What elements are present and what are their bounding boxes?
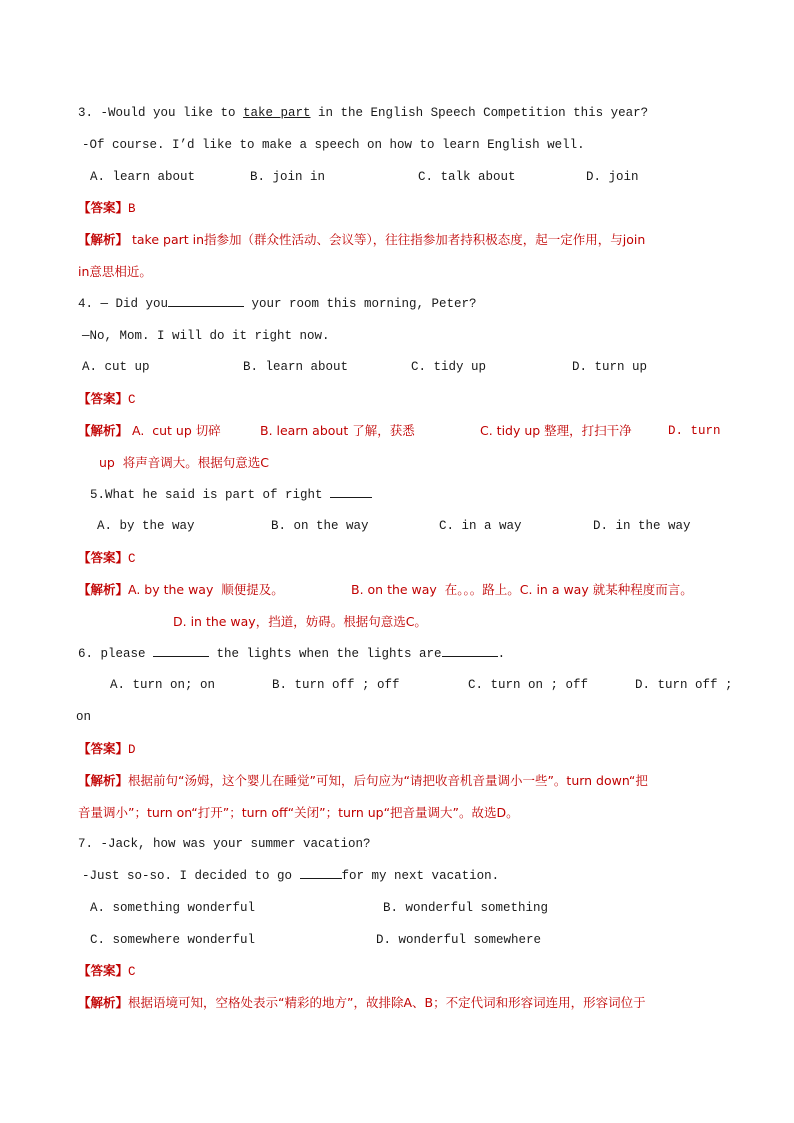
- q3-analysis-text: take part in指参加（群众性活动、会议等），往往指参加者持积极态度，起一定作用，与join: [128, 232, 646, 247]
- q5-analysis-a: A. by the way 顺便提及。: [128, 582, 284, 597]
- q5-option-a: A. by the way: [97, 519, 195, 533]
- q5-analysis-b: B. on the way 在。。。路上。C. in a way 就某种程度而言。: [351, 582, 693, 597]
- q3-stem: [78, 103, 648, 123]
- q4-reply: —No, Mom. I will do it right now.: [82, 329, 330, 343]
- q6-option-d: D. turn off ;: [635, 678, 733, 692]
- q3-reply: -Of course. I’d like to make a speech on how to learn English well.: [82, 138, 585, 152]
- q4-option-c: C. tidy up: [411, 360, 487, 374]
- q5-answer: [78, 548, 136, 569]
- q6-analysis-text: 根据前句“汤姆，这个婴儿在睡觉”可知，后句应为“请把收音机音量调小一些”。turn down“把: [128, 773, 648, 788]
- q6-stem-text: 6. please: [78, 647, 154, 661]
- q4-analysis-c: C. tidy up 整理，打扫干净: [480, 423, 632, 438]
- q4-stem-text-end: your room this morning, Peter?: [244, 297, 477, 311]
- analysis-label: 【解析】: [78, 773, 129, 788]
- q5-blank: [330, 485, 372, 498]
- q3-stem-text: 3. -Would you like to: [78, 106, 244, 120]
- q6-option-a: A. turn on; on: [110, 678, 216, 692]
- q4-stem: [78, 294, 477, 314]
- q7-reply-text-end: for my next vacation.: [341, 869, 500, 883]
- q6-stem-text-mid: the lights when the lights are: [209, 647, 442, 661]
- q4-analysis-a: A. cut up 切碎: [132, 423, 221, 438]
- q4-option-a: A. cut up: [82, 360, 150, 374]
- q6-blank-1: [153, 644, 209, 657]
- answer-label: 【答案】: [78, 550, 129, 565]
- q5-option-d: D. in the way: [593, 519, 691, 533]
- q3-option-d: D. join: [586, 170, 639, 184]
- answer-label: 【答案】: [78, 963, 129, 978]
- q3-option-a: A. learn about: [90, 170, 196, 184]
- q6-option-b: B. turn off ; off: [272, 678, 400, 692]
- q4-answer: [78, 389, 136, 410]
- q5-option-b: B. on the way: [271, 519, 369, 533]
- q6-stem-text-end: .: [497, 647, 506, 661]
- q4-option-d: D. turn up: [572, 360, 648, 374]
- q6-option-d-wrap: on: [76, 710, 92, 724]
- q3-analysis: [78, 230, 645, 251]
- answer-label: 【答案】: [78, 741, 129, 756]
- q4-option-b: B. learn about: [243, 360, 349, 374]
- q5-answer-value: C: [128, 552, 136, 566]
- q3-option-c: C. talk about: [418, 170, 516, 184]
- answer-label: 【答案】: [78, 391, 129, 406]
- q3-option-b: B. join in: [250, 170, 326, 184]
- q3-underlined-phrase: take part: [243, 106, 311, 120]
- q6-blank-2: [442, 644, 498, 657]
- analysis-label: 【解析】: [78, 582, 129, 597]
- q4-analysis: [78, 421, 128, 442]
- q6-option-c: C. turn on ; off: [468, 678, 589, 692]
- q5-stem: [90, 485, 372, 505]
- q7-analysis-text: 根据语境可知，空格处表示“精彩的地方”，故排除A、B；不定代词和形容词连用，形容词位于: [128, 995, 646, 1010]
- q7-blank: [300, 866, 342, 879]
- q6-analysis-cont: 音量调小”；turn on“打开”；turn off“关闭”；turn up“把音量调大”。故选D。: [78, 805, 519, 820]
- q3-stem-text-end: in the English Speech Competition this year?: [310, 106, 649, 120]
- q4-blank: [168, 294, 244, 307]
- q7-option-a: A. something wonderful: [90, 901, 256, 915]
- q6-stem: [78, 644, 505, 664]
- q7-analysis: [78, 993, 646, 1014]
- q5-stem-text: 5.What he said is part of right: [90, 488, 331, 502]
- q7-stem: 7. -Jack, how was your summer vacation?: [78, 837, 371, 851]
- analysis-label: 【解析】: [78, 423, 129, 438]
- analysis-label: 【解析】: [78, 995, 129, 1010]
- q5-option-c: C. in a way: [439, 519, 522, 533]
- q4-answer-value: C: [128, 393, 136, 407]
- q7-option-d: D. wonderful somewhere: [376, 933, 542, 947]
- q6-analysis: [78, 771, 648, 792]
- q7-answer: [78, 961, 136, 982]
- q3-answer: [78, 198, 136, 219]
- q7-answer-value: C: [128, 965, 136, 979]
- q7-reply-text: -Just so-so. I decided to go: [82, 869, 300, 883]
- q6-answer-value: D: [128, 743, 136, 757]
- q6-answer: [78, 739, 136, 760]
- q7-option-c: C. somewhere wonderful: [90, 933, 256, 947]
- q4-analysis-cont: up 将声音调大。根据句意选C: [99, 455, 270, 470]
- analysis-label: 【解析】: [78, 232, 129, 247]
- q5-analysis-cont: D. in the way，挡道，妨碍。根据句意选C。: [173, 614, 427, 629]
- q3-answer-value: B: [128, 202, 136, 216]
- q4-analysis-b: B. learn about 了解，获悉: [260, 423, 415, 438]
- answer-label: 【答案】: [78, 200, 129, 215]
- q5-analysis: [78, 580, 128, 601]
- q3-analysis-cont: in意思相近。: [78, 264, 152, 279]
- q7-reply: [82, 866, 499, 886]
- q4-stem-text: 4. — Did you: [78, 297, 169, 311]
- q4-analysis-d: D. turn: [668, 424, 721, 438]
- q7-option-b: B. wonderful something: [383, 901, 549, 915]
